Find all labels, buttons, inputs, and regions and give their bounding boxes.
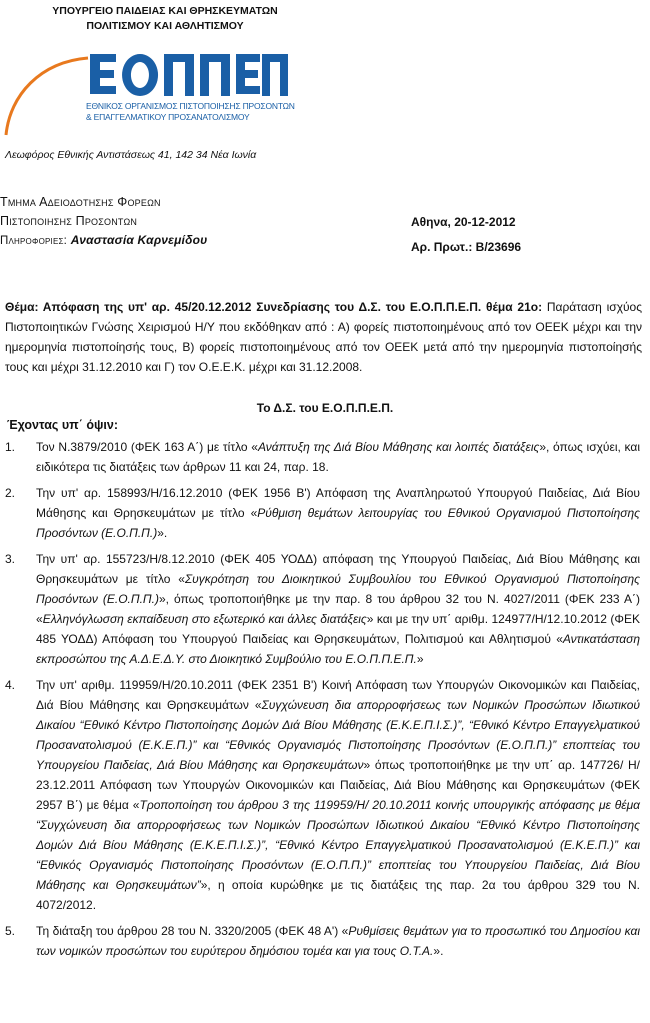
department-line-2: Πιστοποιησης Προσοντων (0, 214, 138, 228)
text-run: Την υπ' αρ. 158993/Η/16.12.2010 (ΦΕΚ 1956 Β') Απόφαση της Αναπληρωτού Υπουργού Παιδείας, Διά Βίου Μάθησης και Θρησκευμάτων με τίτλο « (36, 486, 640, 520)
text-run: ». (433, 944, 444, 958)
list-item-text (36, 552, 640, 666)
logo-subtitle-line-2: & ΕΠΑΓΓΕΛΜΑΤΙΚΟΥ ΠΡΟΣΑΝΑΤΟΛΙΣΜΟΥ (86, 112, 250, 122)
list-item (0, 549, 650, 669)
text-run: Την υπ' αριθμ. 119959/Η/20.10.2011 (ΦΕΚ 2351 Β') Κοινή Απόφαση των Υπουργών Οικονομικών και Παιδείας, Διά Βίου Μάθησης και Θρησκευμάτων « (36, 678, 640, 712)
eoppep-logo-icon (0, 40, 290, 140)
text-run: ». (157, 526, 168, 540)
address: Λεωφόρος Εθνικής Αντιστάσεως 41, 142 34 Νέα Ιωνία (5, 149, 257, 161)
info-line (0, 231, 207, 251)
list-item-text (36, 924, 640, 958)
text-run: », όπως τροποποιήθηκε με την παρ. 8 του άρθρου 32 του Ν. 4027/2011 (ΦΕΚ 233 Α΄) « (36, 592, 640, 626)
italic-title: Συγχώνευση δια απορροφήσεως των Νομικών Προσώπων Ιδιωτικού Δικαίου “Εθνικό Κέντρο Πιστοποίησης Δομών Διά Βίου Μάθησης (Ε.Κ.Ε.Π.Ι.Σ.)”, “Εθνικό Κέντρο Επαγγελματικού Προσανατολισμού (Ε.Κ.Ε.Π.)” και “Εθνικός Οργανισμός Πιστοποίησης Προσόντων (Ε.Ο.Π.Π.)” εποπτείας του Υπουργείου Παιδείας, Διά Βίου Μάθησης και Θρησκευμάτων (36, 698, 641, 772)
text-run: », η οποία κυρώθηκε με τις διατάξεις της παρ. 2α του άρθρου 329 του Ν. 4072/2012. (36, 878, 640, 912)
ministry-line-2: ΠΟΛΙΤΙΣΜΟΥ ΚΑΙ ΑΘΛΗΤΙΣΜΟΥ (86, 20, 244, 32)
list-item (0, 921, 650, 961)
reference-block (411, 210, 521, 260)
protocol-number: Αρ. Πρωτ.: Β/23696 (411, 240, 522, 254)
department-block (0, 193, 207, 251)
logo-subtitle (86, 101, 295, 123)
text-run: » και με την υπ΄ αριθμ. 124977/Η/12.10.2012 (ΦΕΚ 485 ΥΟΔΔ) Απόφαση του Υπουργού Παιδείας και Θρησκευμάτων, Πολιτισμού και Αθλητισμού « (36, 612, 640, 646)
text-run: Τη διάταξη του άρθρου 28 του Ν. 3320/2005 (ΦΕΚ 48 Α') « (36, 924, 349, 938)
ministry-line-1: ΥΠΟΥΡΓΕΙΟ ΠΑΙΔΕΙΑΣ ΚΑΙ ΘΡΗΣΚΕΥΜΑΤΩΝ (52, 5, 278, 17)
italic-title: Αντικατάσταση εκπροσώπου της Α.Δ.Ε.Δ.Υ. στο Διοικητικό Συμβούλιο του Ε.Ο.Π.Π.Ε.Π. (36, 632, 640, 666)
italic-title: Ρυθμίσεις θεμάτων για το προσωπικό του Δημοσίου και των νομικών προσώπων του ευρύτερου δημόσιου τομέα και για τους Ο.Τ.Α. (36, 924, 640, 958)
subject-label: Θέμα: Απόφαση της υπ' αρ. 45/20.12.2012 Συνεδρίασης του Δ.Σ. του Ε.Ο.Π.Π.Ε.Π. θέμα 21ο: (5, 300, 543, 314)
list-item-text (36, 486, 640, 540)
subject-text: Παράταση ισχύος Πιστοποιητικών Γνώσης Χειρισμού Η/Υ που εκδόθηκαν από : Α) φορείς πιστοποιημένους από τον ΟΕΕΚ μέχρι και την ημερομηνία πιστοποίησής τους, Β) φορείς πιστοποιημένους από τον ΟΕΕΚ μετά από την ημερομηνία πιστοποίησής τους και μέχρι 31.12.2010 και Γ) τον Ο.Ε.Ε.Κ. μέχρι και 31.12.2008. (5, 300, 643, 374)
info-label: Πληροφοριες: (0, 235, 68, 247)
text-run: Τον Ν.3879/2010 (ΦΕΚ 163 Α΄) με τίτλο « (36, 440, 258, 454)
considerations-list (0, 437, 650, 967)
list-item-number: 4. (5, 678, 16, 692)
italic-title: Ελληνόγλωσση εκπαίδευση στο εξωτερικό και άλλες διατάξεις (42, 612, 367, 626)
italic-title: Συγκρότηση του Διοικητικού Συμβουλίου του Εθνικού Οργανισμού Πιστοποίησης Προσόντων (Ε.Ο.Π.Π.) (36, 572, 640, 606)
text-run: » (416, 652, 424, 666)
department-line-1: Τμημα Αδειοδοτησης Φορεων (0, 195, 161, 209)
list-item (0, 483, 650, 543)
subject-paragraph (5, 297, 642, 377)
list-item-number: 5. (5, 924, 16, 938)
list-item-number: 1. (5, 440, 16, 454)
board-title: Το Δ.Σ. του Ε.Ο.Π.Π.Ε.Π. (256, 401, 394, 415)
logo-orange-arc (6, 58, 88, 135)
text-run: Την υπ' αρ. 155723/Η/8.12.2010 (ΦΕΚ 405 ΥΟΔΔ) απόφαση της Υπουργού Παιδείας, Διά Βίου Μάθησης και Θρησκευμάτων με τίτλο « (36, 552, 640, 586)
list-item-text (36, 440, 640, 474)
eoppep-logo (0, 40, 290, 145)
list-item-number: 3. (5, 552, 16, 566)
document-date: Αθηνα, 20-12-2012 (411, 215, 516, 229)
italic-title: Ανάπτυξη της Διά Βίου Μάθησης και λοιπές διατάξεις (257, 440, 540, 454)
ministry-header (0, 4, 330, 34)
list-item (0, 675, 650, 915)
list-item-number: 2. (5, 486, 16, 500)
text-run: », όπως ισχύει, και ειδικότερα τις διατάξεις των άρθρων 11 και 24, παρ. 18. (36, 440, 641, 474)
info-name: Αναστασία Καρνεμίδου (70, 233, 208, 247)
logo-subtitle-line-1: ΕΘΝΙΚΟΣ ΟΡΓΑΝΙΣΜΟΣ ΠΙΣΤΟΠΟΙΗΣΗΣ ΠΡΟΣΟΝΤΩΝ (86, 101, 295, 111)
text-run: » όπως τροποποιήθηκε με την υπ΄ αρ. 147726/ Η/ 23.12.2011 Απόφαση των Υπουργών Οικονομικών και Παιδείας, Διά Βίου Μάθησης και Θρησκευμάτων (ΦΕΚ 2957 Β΄) με θέμα « (36, 758, 640, 812)
italic-title: Τροποποίηση του άρθρου 3 της 119959/Η/ 20.10.2011 κοινής υπουργικής απόφασης με θέμα “Συγχώνευση δια απορροφήσεως των Νομικών Προσώπων Ιδιωτικού Δικαίου “Εθνικό Κέντρο Πιστοποίησης Δομών Διά Βίου Μάθησης (Ε.Κ.Ε.Π.Ι.Σ.)”, “Εθνικό Κέντρο Επαγγελματικού Προσανατολισμού (Ε.Κ.Ε.Π.)” και “Εθνικός Οργανισμός Πιστοποίησης Προσόντων (Ε.Ο.Π.Π.)” εποπτείας του Υπουργείου Παιδείας, Διά Βίου Μάθησης και Θρησκευμάτων” (36, 798, 641, 892)
having-label: Έχοντας υπ΄ όψιν: (7, 418, 119, 432)
list-item (0, 437, 650, 477)
italic-title: Ρύθμιση θεμάτων λειτουργίας του Εθνικού Οργανισμού Πιστοποίησης Προσόντων (Ε.Ο.Π.Π.) (36, 506, 640, 540)
list-item-text (36, 678, 640, 912)
